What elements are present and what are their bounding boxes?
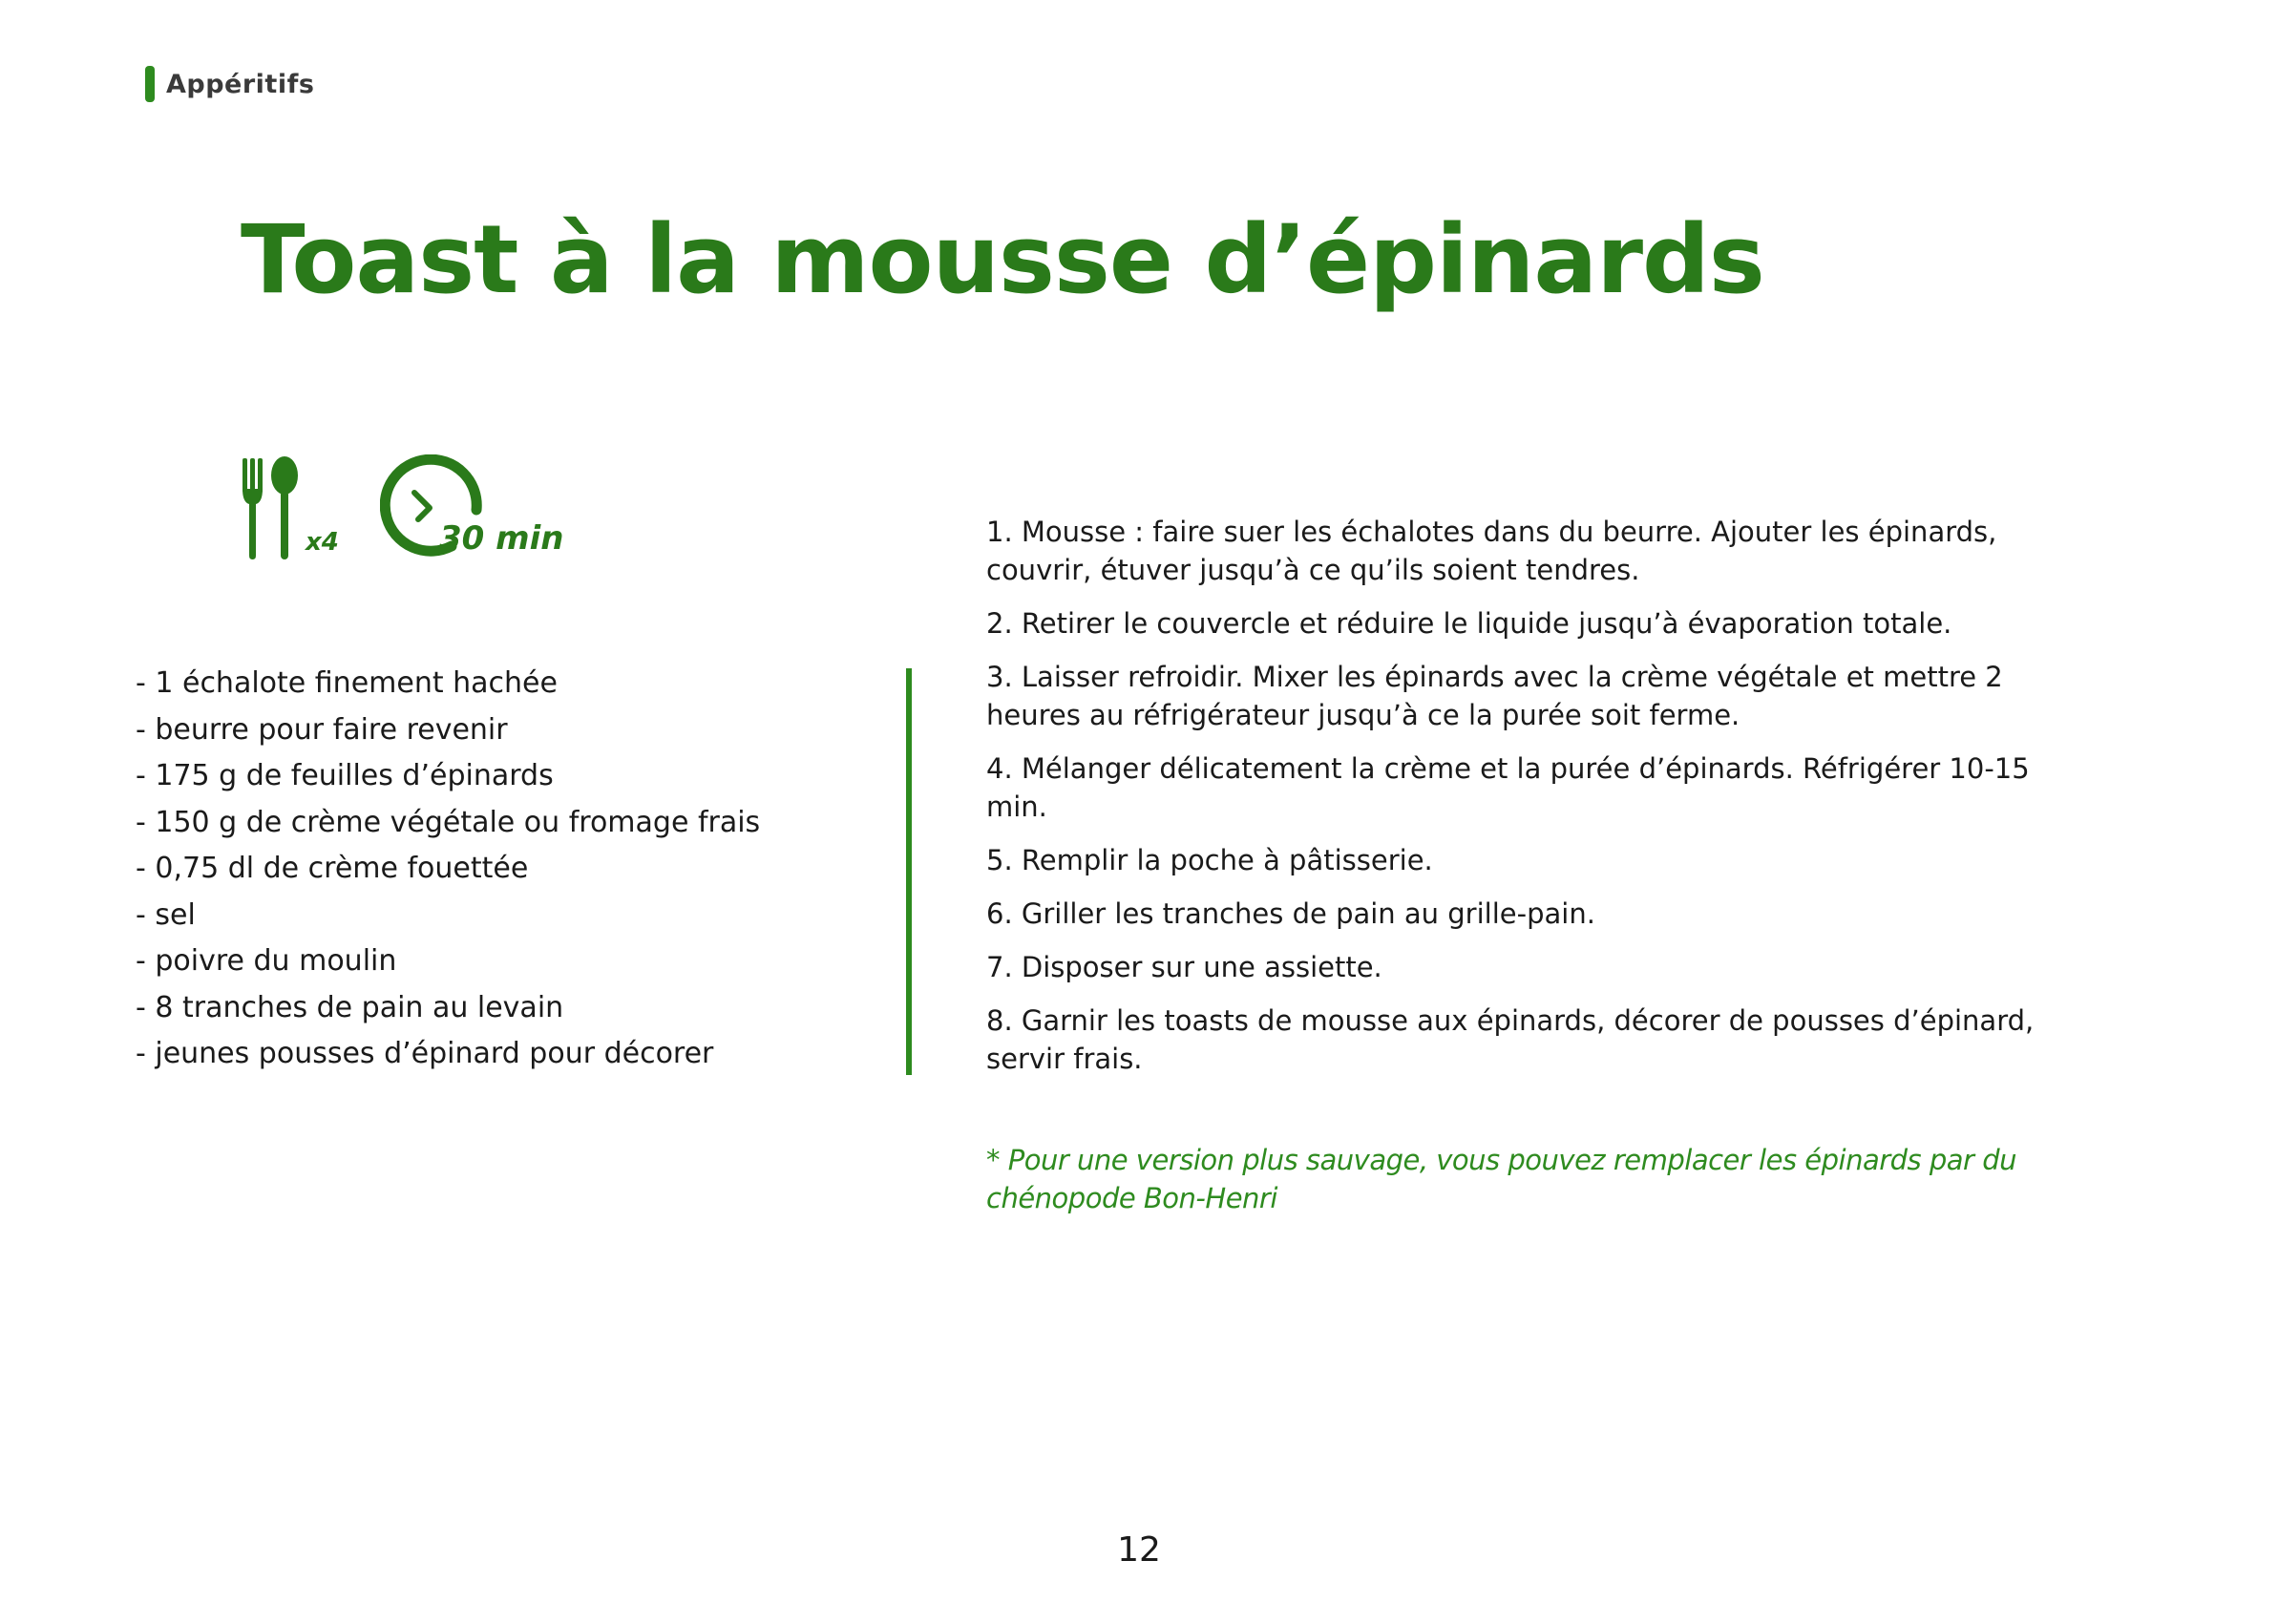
time-label: 30 min [439, 519, 564, 558]
column-divider [906, 668, 912, 1075]
ingredient-item: - jeunes pousses d’épinard pour décorer [136, 1037, 714, 1070]
ingredient-item: - 0,75 dl de crème fouettée [136, 852, 529, 885]
section-label: Appéritifs [166, 69, 315, 99]
step-item: 7. Disposer sur une assiette. [986, 951, 1382, 983]
step-item: 2. Retirer le couvercle et réduire le liquide jusqu’à évaporation totale. [986, 607, 1952, 640]
ingredient-item: - poivre du moulin [136, 944, 397, 978]
step-item: 4. Mélanger délicatement la crème et la purée d’épinards. Réfrigérer 10-15 min. [986, 752, 2030, 823]
servings-label: x4 [306, 528, 339, 557]
section-tag [145, 65, 314, 103]
step-item: 8. Garnir les toasts de mousse aux épinards, décorer de pousses d’épinard, servir frais. [986, 1004, 2035, 1075]
recipe-meta [239, 454, 582, 569]
ingredient-item: - 8 tranches de pain au levain [136, 990, 564, 1024]
ingredient-item: - 1 échalote finement hachée [136, 666, 558, 700]
recipe-note: * Pour une version plus sauvage, vous pouvez remplacer les épinards par du chénopode Bon-Henri [986, 1144, 2016, 1214]
fork-spoon-icon [239, 454, 306, 561]
page-number: 12 [1117, 1530, 1161, 1570]
page-title: Toast à la mousse d’épinards [241, 205, 1764, 315]
step-list [986, 513, 2084, 1093]
ingredient-item: - 175 g de feuilles d’épinards [136, 759, 554, 792]
step-item: 1. Mousse : faire suer les échalotes dans du beurre. Ajouter les épinards, couvrir, étuver jusqu’à ce qu’ils soient tendres. [986, 516, 1997, 586]
ingredient-item: - sel [136, 897, 196, 932]
step-item: 3. Laisser refroidir. Mixer les épinards avec la crème végétale et mettre 2 heures au réfrigérateur jusqu’à ce la purée soit ferme. [986, 661, 2003, 731]
step-item: 5. Remplir la poche à pâtisserie. [986, 844, 1433, 876]
ingredient-item: - 150 g de crème végétale ou fromage frais [136, 805, 761, 839]
ingredient-list [136, 661, 861, 1078]
section-tag-bar [145, 66, 155, 102]
step-item: 6. Griller les tranches de pain au grille-pain. [986, 897, 1595, 930]
ingredient-item: - beurre pour faire revenir [136, 712, 508, 747]
